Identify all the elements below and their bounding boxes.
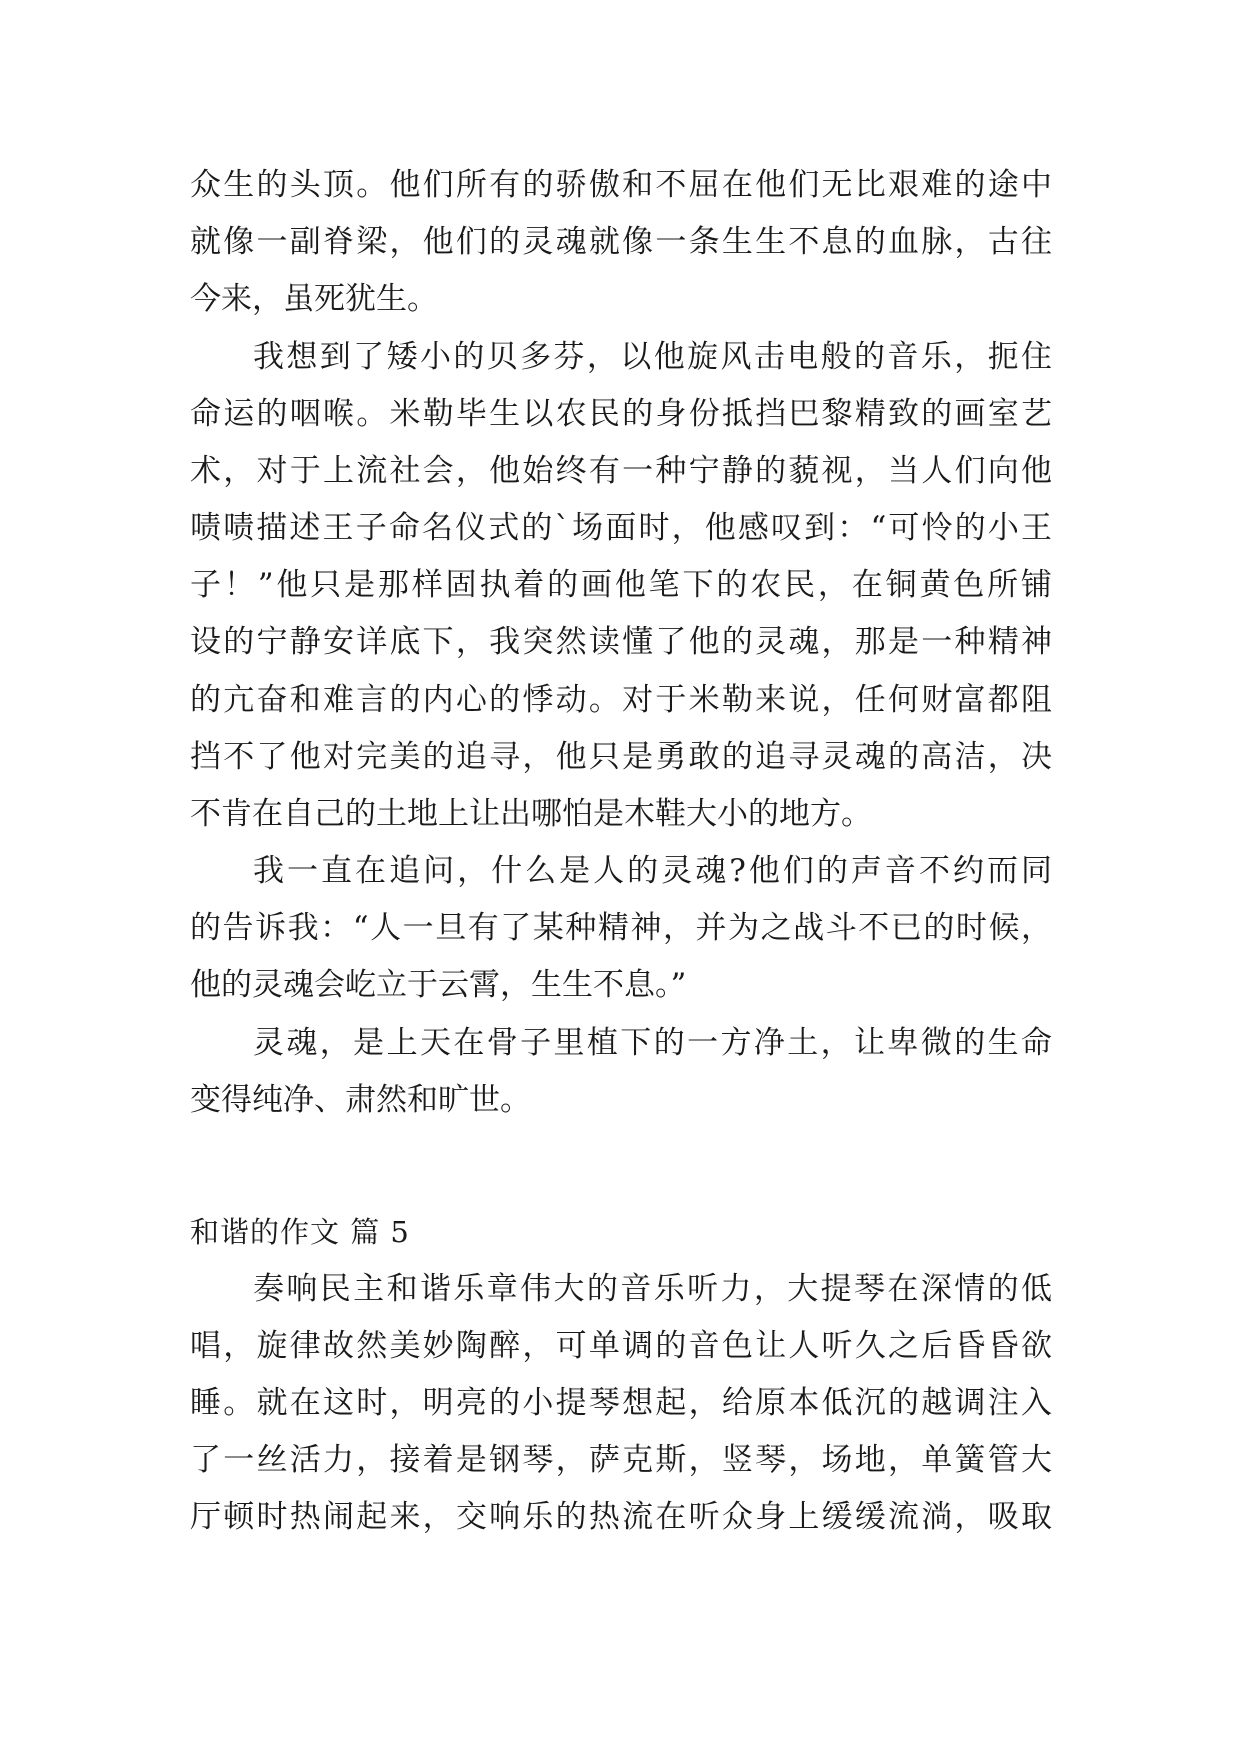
text-line: 术，对于上流社会，他始终有一种宁静的藐视，当人们向他 [190,453,1052,489]
text-line: 啧啧描述王子命名仪式的`场面时，他感叹到：“可怜的小王 [190,510,1052,546]
text-line: 就像一副脊梁，他们的灵魂就像一条生生不息的血脉，古往 [190,224,1052,260]
text-line: 今来，虽死犹生。 [190,281,438,317]
text-line: 不肯在自己的土地上让出哪怕是木鞋大小的地方。 [190,796,872,832]
text-line: 了一丝活力，接着是钢琴，萨克斯，竖琴，场地，单簧管大 [190,1442,1052,1478]
text-line: 的告诉我：“人一旦有了某种精神，并为之战斗不已的时候， [190,910,1052,946]
text-line: 唱，旋律故然美妙陶醉，可单调的音色让人听久之后昏昏欲 [190,1328,1052,1364]
text-line: 众生的头顶。他们所有的骄傲和不屈在他们无比艰难的途中 [190,167,1052,203]
text-line: 他的灵魂会屹立于云霄，生生不息。” [190,967,687,1003]
text-line: 我一直在追问，什么是人的灵魂?他们的声音不约而同 [253,853,1052,889]
text-line: 命运的咽喉。米勒毕生以农民的身份抵挡巴黎精致的画室艺 [190,396,1052,432]
text-line: 设的宁静安详底下，我突然读懂了他的灵魂，那是一种精神 [190,624,1052,660]
text-line: 子！”他只是那样固执着的画他笔下的农民，在铜黄色所铺 [190,567,1052,603]
text-line: 灵魂，是上天在骨子里植下的一方净土，让卑微的生命 [253,1025,1052,1061]
text-line: 的亢奋和难言的内心的悸动。对于米勒来说，任何财富都阻 [190,682,1052,718]
text-line: 睡。就在这时，明亮的小提琴想起，给原本低沉的越调注入 [190,1385,1052,1421]
text-line: 我想到了矮小的贝多芬，以他旋风击电般的音乐，扼住 [253,339,1052,375]
text-line: 变得纯净、肃然和旷世。 [190,1082,531,1118]
text-line: 厅顿时热闹起来，交响乐的热流在听众身上缓缓流淌，吸取 [190,1499,1052,1535]
section-heading: 和谐的作文 篇 5 [190,1215,410,1249]
text-line: 挡不了他对完美的追寻，他只是勇敢的追寻灵魂的高洁，决 [190,739,1052,775]
text-line: 奏响民主和谐乐章伟大的音乐听力，大提琴在深情的低 [253,1271,1052,1307]
